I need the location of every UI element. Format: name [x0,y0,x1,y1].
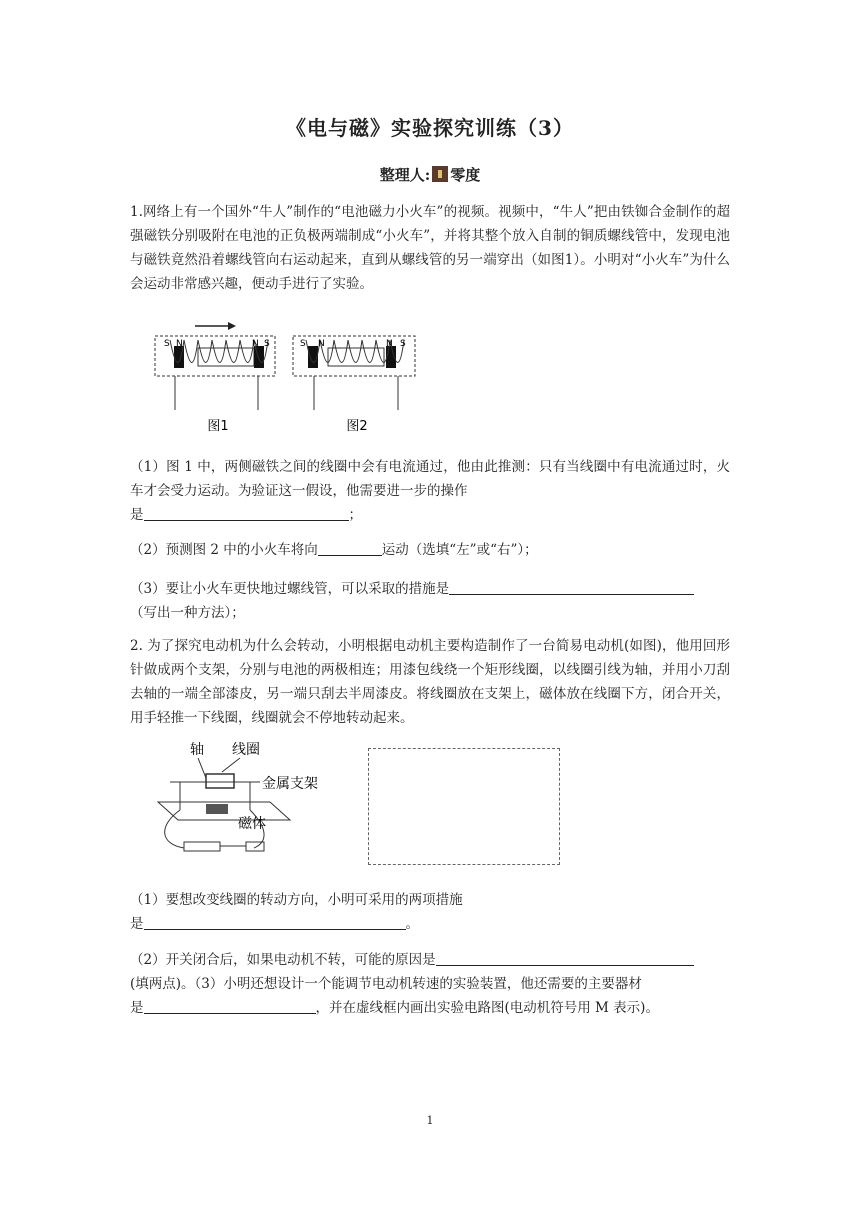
q1-sub1-prefix: 是 [130,507,144,523]
q1-sub2-text-b: 运动（选填“左”或“右”）； [381,542,538,558]
author-logo-icon [432,166,448,182]
battery [184,842,220,851]
label-axis: 轴 [190,742,204,758]
answer-blank[interactable] [144,997,316,1014]
q1-sub1-end: ； [348,507,362,523]
answer-blank[interactable] [144,913,406,930]
label-bracket: 金属支架 [262,776,318,792]
q2-sub3-end: ，并在虚线框内画出实验电路图(电动机符号用 M 表示)。 [315,1000,659,1016]
q1-sub2 [130,538,730,562]
magnet-right [254,346,264,368]
battery [198,348,254,366]
figure-1 [155,322,275,434]
magnet-block [206,804,228,814]
pole-label: S [264,339,270,349]
q2-sub2-text-b: (填两点)。（3）小明还想设计一个能调节电动机转速的实验装置，他还需要的主要器材 [130,976,642,992]
coil [206,774,234,788]
label-coil: 线圈 [232,742,260,758]
figure-motor [150,736,318,860]
author-name: 零度 [450,166,481,184]
pole-label: S [300,339,306,349]
author-prefix: 整理人: [379,166,431,184]
figure-solenoid-trains [150,318,420,438]
pole-label: N [252,339,259,349]
figure-2 [293,336,415,434]
pole-label: S [400,339,406,349]
answer-blank[interactable] [436,949,694,966]
circuit-drawing-box[interactable] [368,748,560,865]
figure-1-caption: 图1 [207,419,229,434]
q2-intro: 2. 为了探究电动机为什么会转动，小明根据电动机主要构造制作了一台简易电动机(如图)，他用回形针做成两个支架，分别与电池的两极相连；用漆包线绕一个矩形线圈，以线圈引线为轴，并用小刀刮去轴的一端全部漆皮，另一端只刮去半周漆皮。将线圈放在支架上，磁体放在线圈下方，闭合开关，用手轻推一下线圈，线圈就会不停地转动起来。 [130,638,730,726]
answer-blank[interactable] [318,539,382,556]
page-number: 1 [426,1114,434,1127]
q1-intro: 1.网络上有一个国外“牛人”制作的“电池磁力小火车”的视频。视频中，“牛人”把由铁铷合金制作的超强磁铁分别吸附在电池的正负极两端制成“小火车”，并将其整个放入自制的铜质螺线管中，发现电池与磁铁竟然沿着螺线管向右运动起来，直到从螺线管的另一端穿出（如图1）。小明对“小火车”为什么会运动非常感兴趣，便动手进行了实验。 [130,204,730,292]
q2-sub1-prefix: 是 [130,916,144,932]
q2-sub2-text-a: （2）开关闭合后，如果电动机不转，可能的原因是 [130,952,436,968]
pole-label: N [176,339,183,349]
q1-sub3 [130,577,730,625]
page-title: 《电与磁》实验探究训练（3） [286,116,574,140]
author-line [0,164,860,185]
pole-label: N [386,339,393,349]
q1-sub1 [130,455,730,527]
label-magnet: 磁体 [238,816,266,832]
figure-2-caption: 图2 [346,419,368,434]
q2-sub1 [130,888,730,936]
q1-sub2-text-a: （2）预测图 2 中的小火车将向 [130,542,318,558]
q2-sub2 [130,948,730,1020]
q1-sub1-text: （1）图 1 中，两侧磁铁之间的线圈中会有电流通过，他由此推测：只有当线圈中有电流通过时，火车才会受力运动。为验证这一假设，他需要进一步的操作 [130,459,730,499]
q2-sub1-end: 。 [405,916,419,932]
pole-label: S [164,339,170,349]
pole-label: N [318,339,325,349]
q1-sub3-text-a: （3）要让小火车更快地过螺线管，可以采取的措施是 [130,581,450,597]
answer-blank[interactable] [144,504,349,521]
q2-sub3-prefix: 是 [130,1000,144,1016]
answer-blank[interactable] [449,578,694,595]
q2-sub1-text: （1）要想改变线圈的转动方向，小明可采用的两项措施 [130,892,463,908]
q1-sub3-text-b: （写出一种方法）； [130,605,245,621]
